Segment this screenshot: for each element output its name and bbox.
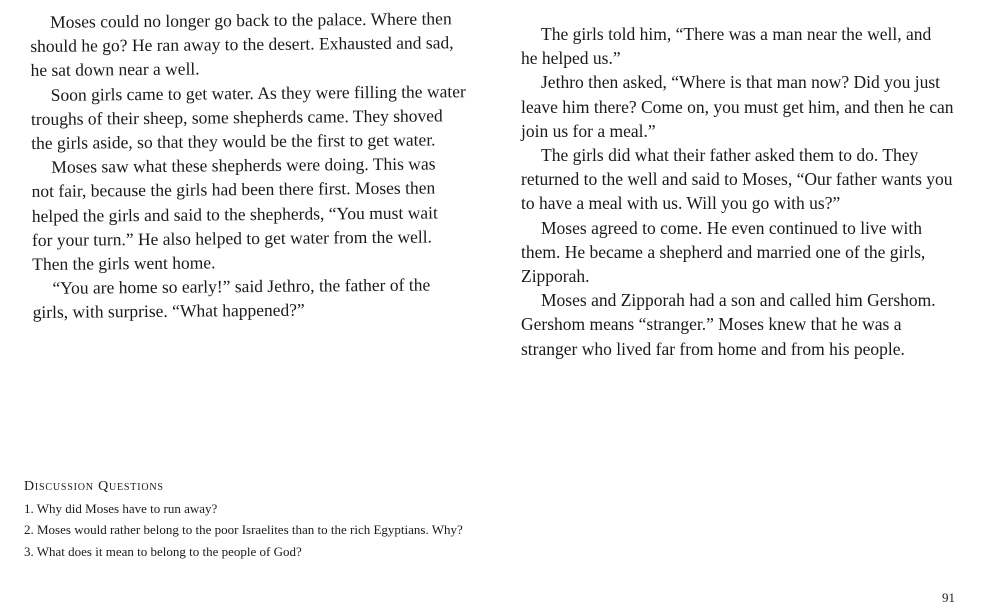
question-item: 3. What does it mean to belong to the people of God? [24, 543, 302, 559]
text-line: The girls told him, “There was a man near the well, and [541, 24, 932, 44]
text-line: join us for a meal.” [521, 120, 656, 141]
text-line: not fair, because the girls had been there first. Moses then [31, 177, 436, 202]
text-line: Moses could no longer go back to the palace. Where then [50, 8, 452, 32]
text-line: Zipporah. [521, 266, 590, 287]
text-line: helped the girls and said to the shepherds, “You must wait [31, 202, 438, 226]
text-line: Jethro then asked, “Where is that man now? Did you just [541, 72, 940, 93]
text-line: troughs of their sheep, some shepherds came. They shoved [30, 105, 443, 129]
text-line: the girls aside, so that they would be the first to get water. [31, 129, 436, 154]
text-line: for your turn.” He also helped to get water from the well. [31, 226, 433, 250]
page-number: 91 [942, 590, 955, 605]
text-line: to have a meal with us. Will you go with us?” [521, 193, 841, 214]
text-line: Soon girls came to get water. As they were filling the water [50, 80, 466, 105]
text-line: Moses agreed to come. He even continued to live with [541, 217, 923, 238]
text-line: stranger who lived far from home and from his people. [521, 338, 905, 359]
text-line: Moses and Zipporah had a son and called him Gershom. [541, 290, 936, 311]
text-line: leave him there? Come on, you must get him, and then he can [521, 96, 954, 117]
question-item: 2. Moses would rather belong to the poor Israelites than to the rich Egyptians. Why? [24, 522, 463, 537]
discussion-questions [24, 476, 724, 562]
text-line: girls, with surprise. “What happened?” [32, 300, 305, 323]
text-line: he helped us.” [521, 48, 621, 69]
discussion-heading: Discussion Questions [24, 479, 164, 494]
text-line: them. He became a shepherd and married one of the girls, [521, 241, 926, 262]
story-column-right [521, 22, 991, 361]
text-line: should he go? He ran away to the desert. Exhausted and sad, [30, 32, 454, 57]
text-line: “You are home so early!” said Jethro, the father of the [52, 274, 431, 299]
text-line: returned to the well and said to Moses, “Our father wants you [521, 169, 953, 190]
question-item: 1. Why did Moses have to run away? [24, 500, 218, 516]
text-line: he sat down near a well. [30, 58, 200, 81]
story-column-left [30, 6, 495, 325]
text-line: Gershom means “stranger.” Moses knew that he was a [521, 314, 902, 335]
text-line: Then the girls went home. [32, 252, 216, 275]
text-line: Moses saw what these shepherds were doing. This was [51, 153, 436, 178]
text-line: The girls did what their father asked them to do. They [541, 145, 919, 166]
